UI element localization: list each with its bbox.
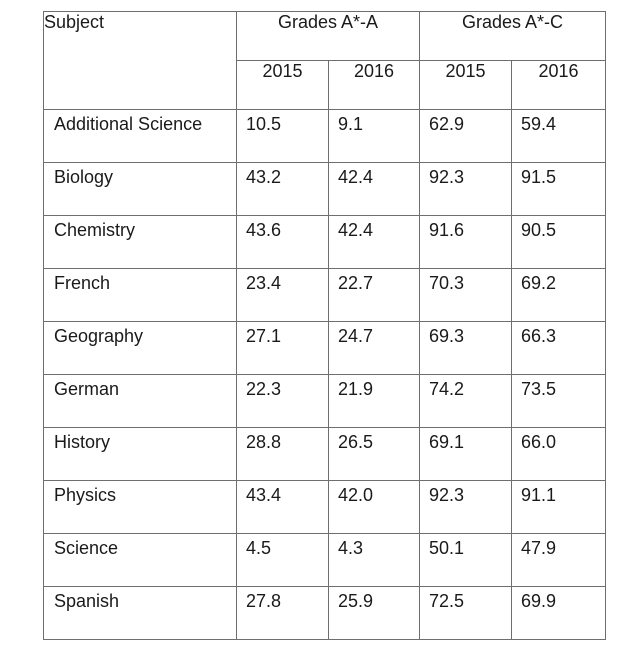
table-row [44,481,606,534]
value-cell: 91.1 [512,481,606,534]
subject-cell: Geography [44,322,237,375]
value-cell: 73.5 [512,375,606,428]
value-cell: 47.9 [512,534,606,587]
value-cell: 23.4 [237,269,329,322]
table-row [44,534,606,587]
value-cell: 43.4 [237,481,329,534]
subject-column-header: Subject [44,12,237,110]
value-cell: 92.3 [420,481,512,534]
year-header: 2015 [420,61,512,110]
value-cell: 91.5 [512,163,606,216]
value-cell: 69.2 [512,269,606,322]
subject-cell: Spanish [44,587,237,640]
header-row-groups [44,12,606,61]
value-cell: 42.4 [329,216,420,269]
value-cell: 22.3 [237,375,329,428]
table-row [44,110,606,163]
subject-cell: Chemistry [44,216,237,269]
subject-cell: Biology [44,163,237,216]
group-header-a-star-c: Grades A*-C [420,12,606,61]
subject-cell: Science [44,534,237,587]
year-header: 2016 [329,61,420,110]
value-cell: 10.5 [237,110,329,163]
value-cell: 59.4 [512,110,606,163]
table-row [44,216,606,269]
subject-cell: History [44,428,237,481]
value-cell: 4.5 [237,534,329,587]
value-cell: 27.1 [237,322,329,375]
value-cell: 42.4 [329,163,420,216]
value-cell: 43.6 [237,216,329,269]
subject-cell: Physics [44,481,237,534]
year-header: 2016 [512,61,606,110]
value-cell: 69.9 [512,587,606,640]
table-row [44,375,606,428]
value-cell: 66.0 [512,428,606,481]
value-cell: 9.1 [329,110,420,163]
value-cell: 26.5 [329,428,420,481]
table-row [44,587,606,640]
grades-table [43,11,606,640]
value-cell: 50.1 [420,534,512,587]
value-cell: 22.7 [329,269,420,322]
table-row [44,322,606,375]
table-body [44,110,606,640]
value-cell: 62.9 [420,110,512,163]
subject-cell: French [44,269,237,322]
value-cell: 90.5 [512,216,606,269]
table-row [44,163,606,216]
value-cell: 69.1 [420,428,512,481]
subject-cell: Additional Science [44,110,237,163]
value-cell: 4.3 [329,534,420,587]
value-cell: 69.3 [420,322,512,375]
table-row [44,428,606,481]
value-cell: 43.2 [237,163,329,216]
year-header: 2015 [237,61,329,110]
value-cell: 28.8 [237,428,329,481]
value-cell: 72.5 [420,587,512,640]
value-cell: 66.3 [512,322,606,375]
subject-cell: German [44,375,237,428]
value-cell: 21.9 [329,375,420,428]
value-cell: 42.0 [329,481,420,534]
value-cell: 27.8 [237,587,329,640]
value-cell: 70.3 [420,269,512,322]
table-row [44,269,606,322]
group-header-a-star-a: Grades A*-A [237,12,420,61]
value-cell: 24.7 [329,322,420,375]
value-cell: 92.3 [420,163,512,216]
value-cell: 91.6 [420,216,512,269]
value-cell: 25.9 [329,587,420,640]
value-cell: 74.2 [420,375,512,428]
